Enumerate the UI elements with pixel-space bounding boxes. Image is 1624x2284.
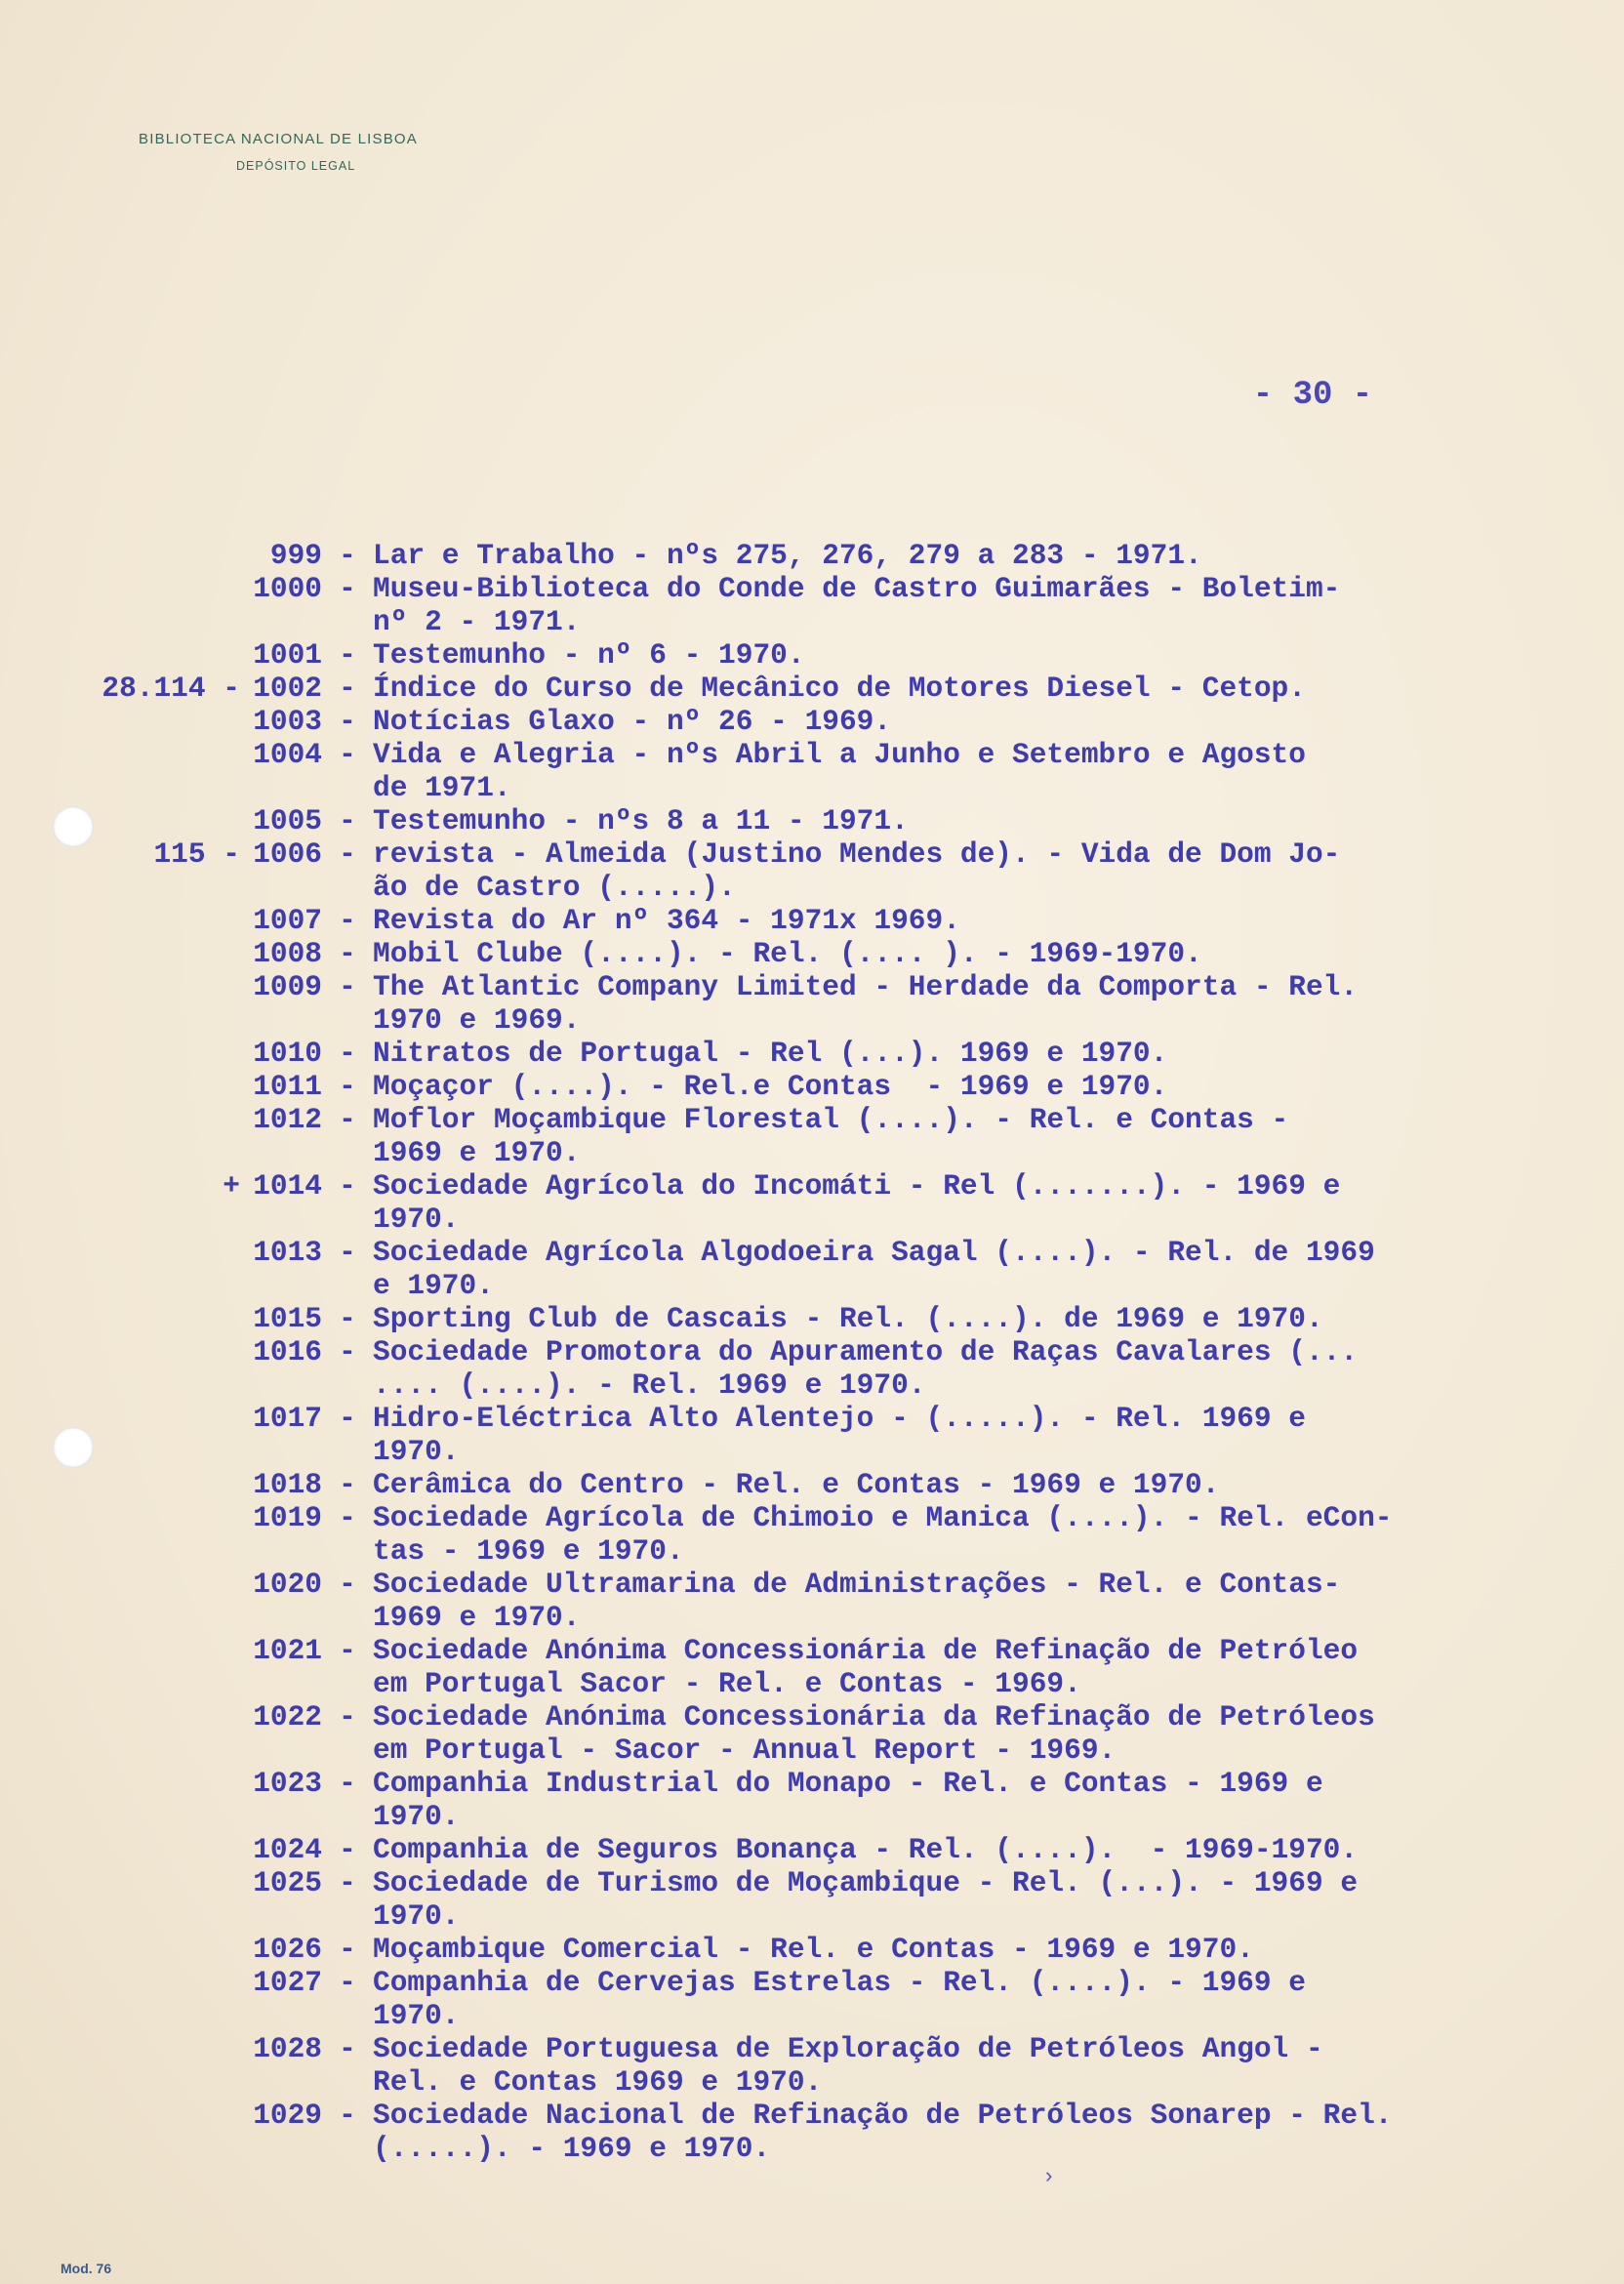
entry-text: Testemunho - nº 6 - 1970. [373, 638, 805, 672]
list-item [0, 672, 1562, 705]
separator-dash: - [339, 1933, 356, 1966]
entry-number: 1024 [253, 1833, 322, 1866]
entry-text: Companhia Industrial do Monapo - Rel. e Contas - 1969 e 1970. [373, 1767, 1323, 1833]
entry-text: Hidro-Eléctrica Alto Alentejo - (.....). - Rel. 1969 e 1970. [373, 1402, 1306, 1468]
entry-text: Sociedade Anónima Concessionária da Refinação de Petróleos em Portugal - Sacor - Annual Report - 1969. [373, 1700, 1375, 1767]
entry-text: Revista do Ar nº 364 - 1971x 1969. [373, 904, 960, 937]
list-item [0, 1070, 1562, 1103]
list-item [0, 705, 1562, 738]
pencil-mark: › [1042, 2165, 1056, 2189]
entry-number: 1009 [253, 970, 322, 1003]
separator-dash: - [339, 937, 356, 970]
entry-text: Sociedade Portuguesa de Exploração de Petróleos Angol - Rel. e Contas 1969 e 1970. [373, 2032, 1323, 2099]
list-item [0, 1501, 1562, 1568]
list-item [0, 1468, 1562, 1501]
entry-number: 1000 [253, 572, 322, 605]
entry-text: Testemunho - nºs 8 a 11 - 1971. [373, 804, 909, 837]
entry-text: Sociedade Ultramarina de Administrações - Rel. e Contas- 1969 e 1970. [373, 1568, 1341, 1634]
entry-text: Sporting Club de Cascais - Rel. (....). de 1969 e 1970. [373, 1302, 1323, 1335]
separator-dash: - [339, 1169, 356, 1203]
separator-dash: - [339, 904, 356, 937]
entry-number: 1029 [253, 2099, 322, 2132]
entry-number: 1005 [253, 804, 322, 837]
separator-dash: - [339, 837, 356, 871]
entry-text: Sociedade Promotora do Apuramento de Raças Cavalares (... .... (....). - Rel. 1969 e 1970. [373, 1335, 1359, 1402]
entry-number: 1014 [253, 1169, 322, 1203]
separator-dash: - [339, 1966, 356, 1999]
list-item [0, 1103, 1562, 1169]
entry-text: revista - Almeida (Justino Mendes de). - Vida de Dom Jo- ão de Castro (.....). [373, 837, 1341, 904]
entry-text: Sociedade de Turismo de Moçambique - Rel. (...). - 1969 e 1970. [373, 1866, 1359, 1933]
list-item [0, 837, 1562, 904]
entry-text: The Atlantic Company Limited - Herdade da Comporta - Rel. 1970 e 1969. [373, 970, 1359, 1037]
list-item [0, 1169, 1562, 1236]
entry-text: Notícias Glaxo - nº 26 - 1969. [373, 705, 892, 738]
entry-number: 1027 [253, 1966, 322, 1999]
entry-number: 1018 [253, 1468, 322, 1501]
separator-dash: - [339, 1402, 356, 1435]
separator-dash: - [339, 1767, 356, 1800]
list-item [0, 2032, 1562, 2099]
list-item [0, 1833, 1562, 1866]
entry-text: Lar e Trabalho - nºs 275, 276, 279 a 283 - 1971. [373, 539, 1202, 572]
list-item [0, 804, 1562, 837]
department-name: DEPÓSITO LEGAL [236, 159, 356, 173]
entry-number: 1006 [253, 837, 322, 871]
entry-list [0, 539, 1562, 2165]
list-item [0, 1700, 1562, 1767]
separator-dash: - [339, 1501, 356, 1534]
entry-number: 1015 [253, 1302, 322, 1335]
entry-text: Cerâmica do Centro - Rel. e Contas - 1969 e 1970. [373, 1468, 1220, 1501]
list-item [0, 1335, 1562, 1402]
entry-text: Sociedade Agrícola Algodoeira Sagal (....). - Rel. de 1969 e 1970. [373, 1236, 1375, 1302]
entry-number: 1023 [253, 1767, 322, 1800]
list-item [0, 638, 1562, 672]
list-item [0, 572, 1562, 638]
separator-dash: - [339, 1103, 356, 1136]
entry-number: 1001 [253, 638, 322, 672]
entry-text: Vida e Alegria - nºs Abril a Junho e Setembro e Agosto de 1971. [373, 738, 1306, 804]
list-item [0, 1568, 1562, 1634]
separator-dash: - [339, 1634, 356, 1667]
entry-number: 1021 [253, 1634, 322, 1667]
entry-number: 1004 [253, 738, 322, 771]
list-item [0, 970, 1562, 1037]
list-item [0, 1402, 1562, 1468]
separator-dash: - [339, 1568, 356, 1601]
margin-note: + [223, 1169, 240, 1203]
separator-dash: - [339, 705, 356, 738]
entry-text: Sociedade Nacional de Refinação de Petróleos Sonarep - Rel. (.....). - 1969 e 1970. [373, 2099, 1393, 2165]
separator-dash: - [339, 1335, 356, 1368]
separator-dash: - [339, 672, 356, 705]
entry-number: 1028 [253, 2032, 322, 2065]
entry-number: 1008 [253, 937, 322, 970]
separator-dash: - [339, 2099, 356, 2132]
entry-text: Museu-Biblioteca do Conde de Castro Guimarães - Boletim- nº 2 - 1971. [373, 572, 1341, 638]
list-item [0, 904, 1562, 937]
separator-dash: - [339, 738, 356, 771]
entry-number: 1016 [253, 1335, 322, 1368]
entry-text: Sociedade Agrícola de Chimoio e Manica (....). - Rel. eCon- tas - 1969 e 1970. [373, 1501, 1393, 1568]
entry-number: 1017 [253, 1402, 322, 1435]
list-item [0, 1037, 1562, 1070]
entry-text: Moçambique Comercial - Rel. e Contas - 1969 e 1970. [373, 1933, 1254, 1966]
list-item [0, 539, 1562, 572]
entry-text: Moçaçor (....). - Rel.e Contas - 1969 e 1970. [373, 1070, 1168, 1103]
margin-note: 115 - [153, 837, 240, 871]
list-item [0, 1966, 1562, 2032]
list-item [0, 1767, 1562, 1833]
list-item [0, 1236, 1562, 1302]
entry-number: 1010 [253, 1037, 322, 1070]
separator-dash: - [339, 638, 356, 672]
list-item [0, 937, 1562, 970]
entry-number: 999 [269, 539, 322, 572]
entry-text: Sociedade Agrícola do Incomáti - Rel (.......). - 1969 e 1970. [373, 1169, 1341, 1236]
entry-text: Moflor Moçambique Florestal (....). - Rel. e Contas - 1969 e 1970. [373, 1103, 1289, 1169]
separator-dash: - [339, 1468, 356, 1501]
separator-dash: - [339, 539, 356, 572]
separator-dash: - [339, 1833, 356, 1866]
separator-dash: - [339, 970, 356, 1003]
entry-number: 1026 [253, 1933, 322, 1966]
list-item [0, 1933, 1562, 1966]
separator-dash: - [339, 1236, 356, 1269]
entry-number: 1012 [253, 1103, 322, 1136]
form-model-label: Mod. 76 [61, 2261, 112, 2276]
separator-dash: - [339, 804, 356, 837]
entry-text: Companhia de Cervejas Estrelas - Rel. (....). - 1969 e 1970. [373, 1966, 1306, 2032]
letterhead [139, 131, 418, 173]
margin-note: 28.114 - [102, 672, 240, 705]
entry-number: 1002 [253, 672, 322, 705]
page-number: - 30 - [1252, 377, 1373, 414]
list-item [0, 738, 1562, 804]
entry-text: Nitratos de Portugal - Rel (...). 1969 e 1970. [373, 1037, 1168, 1070]
entry-number: 1025 [253, 1866, 322, 1899]
separator-dash: - [339, 572, 356, 605]
entry-number: 1022 [253, 1700, 322, 1733]
entry-text: Sociedade Anónima Concessionária de Refinação de Petróleo em Portugal Sacor - Rel. e Contas - 1969. [373, 1634, 1359, 1700]
list-item [0, 2099, 1562, 2165]
entry-text: Mobil Clube (....). - Rel. (.... ). - 1969-1970. [373, 937, 1202, 970]
separator-dash: - [339, 2032, 356, 2065]
entry-number: 1007 [253, 904, 322, 937]
entry-number: 1011 [253, 1070, 322, 1103]
separator-dash: - [339, 1700, 356, 1733]
separator-dash: - [339, 1037, 356, 1070]
separator-dash: - [339, 1070, 356, 1103]
institution-name: BIBLIOTECA NACIONAL DE LISBOA [139, 131, 418, 147]
entry-number: 1013 [253, 1236, 322, 1269]
entry-number: 1019 [253, 1501, 322, 1534]
separator-dash: - [339, 1866, 356, 1899]
list-item [0, 1302, 1562, 1335]
list-item [0, 1866, 1562, 1933]
entry-number: 1003 [253, 705, 322, 738]
entry-text: Companhia de Seguros Bonança - Rel. (....). - 1969-1970. [373, 1833, 1359, 1866]
separator-dash: - [339, 1302, 356, 1335]
entry-number: 1020 [253, 1568, 322, 1601]
entry-text: Índice do Curso de Mecânico de Motores Diesel - Cetop. [373, 672, 1306, 705]
list-item [0, 1634, 1562, 1700]
